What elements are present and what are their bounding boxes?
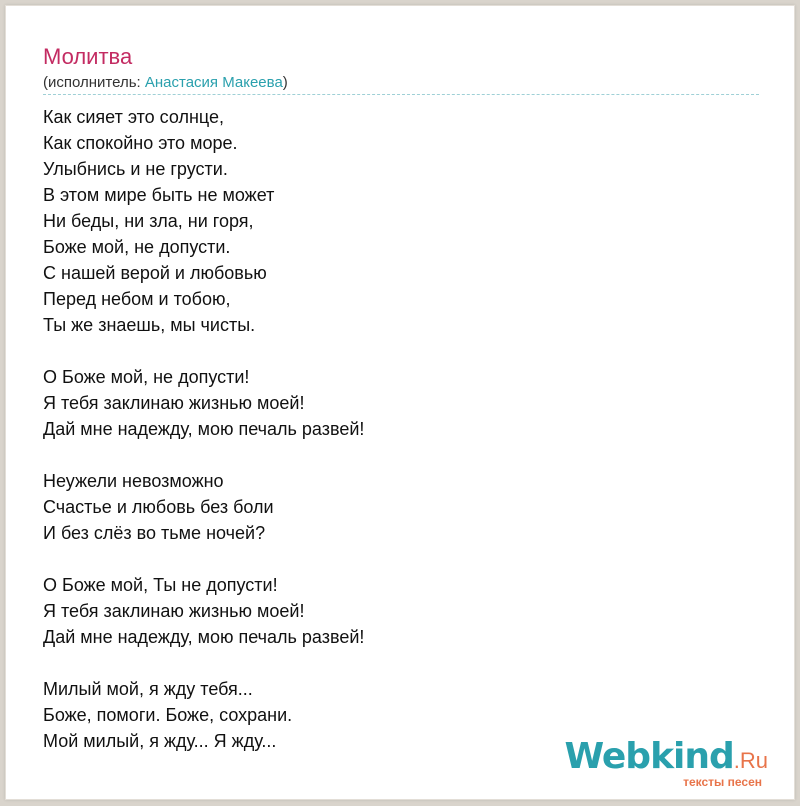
lyrics-line: Я тебя заклинаю жизнью моей! [43,601,305,621]
lyrics-line: Ни беды, ни зла, ни горя, [43,211,254,231]
lyrics-line: В этом мире быть не может [43,185,275,205]
lyrics-line: Перед небом и тобою, [43,289,231,309]
lyrics-line: О Боже мой, не допусти! [43,367,250,387]
site-logo[interactable] [564,736,768,791]
artist-line [43,73,288,93]
lyrics-line: Счастье и любовь без боли [43,497,274,517]
lyrics-line: Как спокойно это море. [43,133,238,153]
lyrics-line: Ты же знаешь, мы чисты. [43,315,256,335]
logo-tld: .Ru [733,748,768,773]
lyrics-card [5,5,795,800]
lyrics-line: Милый мой, я жду тебя... [43,679,253,699]
lyrics-line: Дай мне надежду, мою печаль развей! [43,419,365,439]
song-title: Молитва [43,44,133,69]
lyrics-line: И без слёз во тьме ночей? [43,523,266,543]
lyrics-line: Я тебя заклинаю жизнью моей! [43,393,305,413]
artist-link[interactable]: Анастасия Макеева [144,74,283,91]
lyrics-stanza [43,364,743,442]
artist-prefix: (исполнитель: [43,74,145,91]
header-divider [43,94,759,95]
lyrics-line: Боже мой, не допусти. [43,237,231,257]
lyrics-line: Дай мне надежду, мою печаль развей! [43,627,365,647]
lyrics-line: С нашей верой и любовью [43,263,267,283]
artist-suffix: ) [282,74,288,91]
logo-word: Webkind [564,736,734,777]
lyrics-stanza [43,104,743,338]
lyrics-stanza [43,572,743,650]
lyrics-line: О Боже мой, Ты не допусти! [43,575,278,595]
lyrics-text [43,104,743,780]
logo-subtitle: тексты песен [683,775,762,789]
lyrics-line: Боже, помоги. Боже, сохрани. [43,705,293,725]
lyrics-line: Улыбнись и не грусти. [43,159,228,179]
lyrics-line: Неужели невозможно [43,471,224,491]
lyrics-line: Как сияет это солнце, [43,107,225,127]
lyrics-line: Мой милый, я жду... Я жду... [43,731,277,751]
lyrics-stanza [43,468,743,546]
